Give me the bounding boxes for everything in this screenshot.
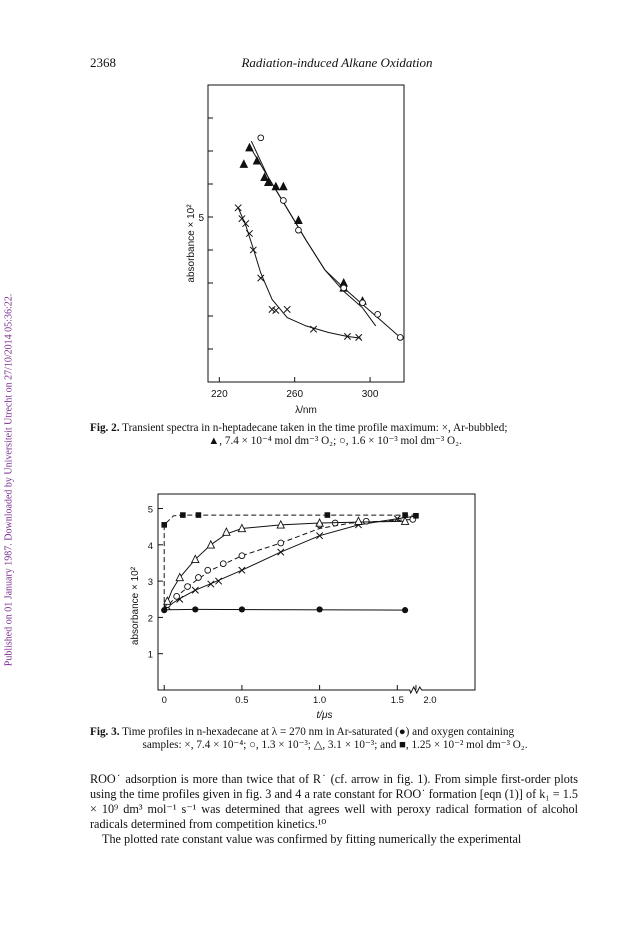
fig3-data-point bbox=[402, 512, 408, 518]
fig3-x-tick-label: 1.0 bbox=[312, 695, 327, 706]
fig3-data-point bbox=[208, 581, 214, 587]
figure-3-label: Fig. 3. bbox=[90, 726, 120, 738]
fig3-data-point bbox=[239, 567, 245, 573]
fig3-series-cross bbox=[164, 515, 413, 610]
fig3-data-point bbox=[413, 513, 419, 519]
fig3-data-point bbox=[164, 597, 171, 604]
fig2-x-tick-label: 220 bbox=[210, 389, 228, 400]
figure-2-caption-line1: Transient spectra in n-heptadecane taken in the time profile maximum: ×, Ar-bubbled; bbox=[122, 422, 508, 434]
fig3-data-point bbox=[192, 587, 198, 593]
fig3-data-point bbox=[207, 541, 214, 548]
fig3-series-curve bbox=[164, 609, 405, 610]
running-title: Radiation-induced Alkane Oxidation bbox=[241, 55, 433, 70]
fig3-data-point bbox=[278, 549, 284, 555]
fig3-data-point bbox=[317, 606, 323, 612]
fig3-data-point bbox=[278, 540, 284, 546]
figure-2-caption-line2: ▲, 7.4 × 10⁻⁴ mol dm⁻³ O₂; ○, 1.6 × 10⁻³ mol dm⁻³ O₂. bbox=[208, 435, 462, 447]
fig3-y-tick-label: 2 bbox=[147, 613, 153, 625]
fig2-x-tick-label: 260 bbox=[286, 389, 304, 400]
fig3-x-tick-label: 0 bbox=[161, 695, 167, 706]
fig3-data-point bbox=[220, 561, 226, 567]
page-number: 2368 bbox=[90, 55, 116, 70]
download-notice-text: Published on 01 January 1987. Downloaded by Universiteit Utrecht on 27/10/2014 05:36:22. bbox=[3, 293, 15, 667]
fig3-data-point bbox=[402, 607, 408, 613]
fig2-x-axis-label: λ/nm bbox=[295, 405, 317, 416]
body-paragraph-1: ROO˙ adsorption is more than twice that of R˙ (cf. arrow in fig. 1). From simple first-order plots using the time profiles given in fig. 3 and 4 a rate constant for ROO˙ formation [eqn (1)] of k₁ = 1.5 × 10⁹ dm³ mol⁻¹ s⁻¹ was determined that agrees well with peroxy radical formation of alcohol radicals determined from competition kinetics.¹⁰ bbox=[90, 772, 578, 831]
fig3-x-tick-label: 2.0 bbox=[423, 695, 437, 706]
fig3-series-filled-square bbox=[161, 512, 418, 610]
fig3-data-point bbox=[180, 512, 186, 518]
fig3-data-point bbox=[196, 512, 202, 518]
fig3-data-point bbox=[192, 606, 198, 612]
fig3-data-point bbox=[316, 533, 322, 539]
fig2-x-tick-label: 300 bbox=[361, 389, 379, 400]
fig3-data-point bbox=[185, 584, 191, 590]
fig3-series-curve bbox=[164, 519, 413, 610]
fig3-data-point bbox=[239, 606, 245, 612]
figure-3-caption-line2: samples: ×, 7.4 × 10⁻⁴; ○, 1.3 × 10⁻³; △, 3.1 × 10⁻³; and ■, 1.25 × 10⁻² mol dm⁻³ O₂. bbox=[142, 739, 528, 751]
fig2-y-axis-label: absorbance × 10² bbox=[186, 204, 197, 283]
fig3-data-point bbox=[205, 567, 211, 573]
figure-2-caption bbox=[90, 422, 580, 448]
fig3-series-curve bbox=[164, 521, 405, 610]
figure-3-caption-line1: Time profiles in n-hexadecane at λ = 270 nm in Ar-saturated (●) and oxygen containing bbox=[122, 726, 515, 738]
fig3-series-curve bbox=[164, 517, 413, 611]
figure-3-caption bbox=[90, 726, 580, 752]
fig3-series-open-triangle bbox=[164, 517, 409, 610]
fig3-data-point bbox=[174, 593, 180, 599]
fig2-y-tick-label: 5 bbox=[198, 213, 204, 224]
fig3-data-point bbox=[363, 518, 369, 524]
fig3-data-point bbox=[355, 517, 362, 524]
body-paragraph-2: The plotted rate constant value was confirmed by fitting numerically the experimental bbox=[102, 832, 522, 846]
body-text bbox=[90, 772, 578, 847]
fig3-y-tick-label: 1 bbox=[147, 649, 153, 661]
fig3-y-tick-label: 3 bbox=[147, 577, 153, 589]
fig3-x-axis-label: t/μs bbox=[316, 710, 333, 721]
fig3-data-point bbox=[239, 553, 245, 559]
fig3-data-point bbox=[161, 522, 167, 528]
fig3-data-point bbox=[196, 575, 202, 581]
fig3-series-open-circle bbox=[164, 517, 416, 611]
fig3-data-point bbox=[325, 512, 331, 518]
fig3-series-filled-circle bbox=[161, 606, 408, 613]
fig3-series-curve bbox=[164, 515, 416, 610]
fig3-data-point bbox=[223, 528, 230, 535]
fig3-x-tick-label: 1.5 bbox=[390, 695, 404, 706]
fig3-x-tick-label: 0.5 bbox=[235, 695, 249, 706]
fig3-y-tick-label: 4 bbox=[147, 540, 153, 552]
figure-2-label: Fig. 2. bbox=[90, 422, 120, 434]
fig3-y-tick-label: 5 bbox=[147, 504, 153, 516]
fig3-y-axis-label: absorbance × 10² bbox=[130, 566, 141, 646]
